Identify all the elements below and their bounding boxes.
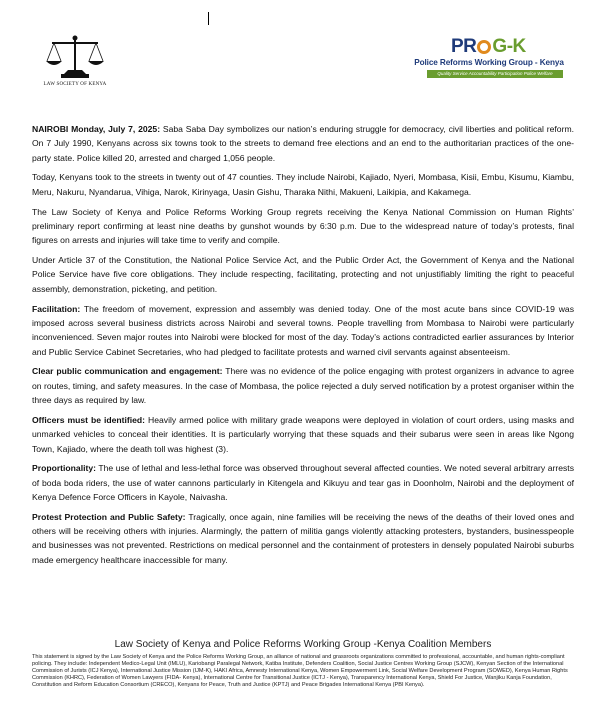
text-cursor <box>208 12 209 25</box>
paragraph <box>32 413 574 456</box>
paragraph-text: Under Article 37 of the Constitution, the National Police Service Act, and the Public Order Act, the Government of Kenya and the National Police Service have five core obligations. They include respecting, facilitating, protecting and not unjustifiably limiting the right to peaceful assembly, demonstration, picketing, and petition. <box>32 255 574 294</box>
paragraph <box>32 170 574 199</box>
paragraph-text: Today, Kenyans took to the streets in twenty out of 47 counties. They include Nairobi, Kajiado, Nyeri, Mombasa, Kisii, Embu, Kisumu, Kiambu, Meru, Nakuru, Nyandarua, Vihiga, Narok, Kirinyaga, Uasin Gishu, Tharaka Nithi, Makueni, Laikipia, and Kakamega. <box>32 172 574 197</box>
paragraph-text: Tragically, once again, nine families will be receiving the news of the deaths of their loved ones and others will be receiving others with injuries. Alarmingly, the pattern of militia gangs violently attacking protesters, bystanders, businesspeople and businesses was not prevented. Restrictions on medical personnel and the containment of protesters in densely populated Nairobi suburbs made emergency healthcare inaccessible for many. <box>32 511 574 565</box>
paragraph-text: Saba Saba Day symbolizes our nation’s enduring struggle for democracy, civil liberties and political reform. On 7 July 1990, Kenyans across six towns took to the streets to demand free elections and an end to the authoritarian practices of the one-party state. Police killed 20, arrested and charged 1,056 people. <box>32 124 574 163</box>
paragraph-lead: Proportionality: <box>32 463 96 474</box>
police-reforms-working-group-logo <box>413 37 565 81</box>
paragraph-text: There was no evidence of the police engaging with protest organizers in advance to agree on routes, timing, and safety measures. In the case of Mombasa, the police rejected a duly served notification by a protest organiser within the three days as required by law. <box>32 366 574 406</box>
paragraph-lead: Officers must be identified: <box>32 414 146 425</box>
statement-body <box>32 122 574 573</box>
lsk-caption: LAW SOCIETY OF KENYA <box>43 82 107 87</box>
footer-title: Law Society of Kenya and Police Reforms Working Group -Kenya Coalition Members <box>114 639 492 650</box>
paragraph-text: The use of lethal and less-lethal force was observed throughout several affected counties. We noted several arbitrary arrests of boda boda riders, the use of water cannons particularly in Kitengela and Kikuyu and tear gas in Doonholm, Nairobi and the deployment of Kenya Defence Force Officers in Kayole, Naivasha. <box>32 463 574 502</box>
scales-of-justice-icon <box>44 34 106 80</box>
paragraph-lead: Protest Protection and Public Safety: <box>32 511 186 522</box>
prwg-mark-pr: PR <box>451 36 477 57</box>
paragraph <box>32 461 574 504</box>
paragraph-text: Heavily armed police with military grade weapons were deployed in violation of court orders, using masks and unmarked vehicles to conceal their identities. It is particularly worrying that these squads and their subarus were seen in areas like Ngong Town, Kajiado, where the death toll was highest (3). <box>32 414 574 454</box>
paragraph <box>32 302 574 359</box>
paragraph-lead: NAIROBI Monday, July 7, 2025: <box>32 124 161 134</box>
prwg-wordmark <box>451 37 526 57</box>
prwg-circle-icon <box>477 40 491 54</box>
prwg-mark-g: G <box>492 36 507 57</box>
paragraph <box>32 205 574 248</box>
footer-note: This statement is signed by the Law Society of Kenya and the Police Reforms Working Group, an alliance of national and grassroots organizations committed to professional, accountable, and human rights-compliant policing. They include: Independent Medico-Legal Unit (IMLU), Kariobangi Paralegal Network, Katiba Institute, Defenders Coalition, Social Justice Centres Working Group (SJCW), Kenyan Section of the International Commission of Jurists (ICJ Kenya), International Justice Mission (IJM-K), HAKI Africa, Amnesty International Kenya, Women Empowerment Link, Social Welfare Development Program (SOWED), Kenya Human Rights Commission (KHRC), Federation of Women Lawyers (FIDA- Kenya), International Centre for Transitional Justice (ICTJ - Kenya), Transparency International Kenya, Shield For Justice, Wanjiku Kanja Foundation, Constitution and Reform Education Consortium (CRECO), Kenyans for Peace, Truth and Justice (KPTJ) and Peace Brigades International Kenya (PBI Kenya). <box>32 654 568 689</box>
paragraph-lead: Facilitation: <box>32 303 81 314</box>
paragraph-text: The freedom of movement, expression and assembly was denied today. One of the most acute bans since COVID-19 was imposed across several business districts across Nairobi and several towns. People travelling from Mombasa to Nairobi were particularly inconvenienced. Seven major routes into Nairobi were blocked for most of the day. Today’s actions contradicted earlier assurances by Interior and Public Service Cabinet Secretaries, who had pledged to facilitate protests and warned civil servants against absenteeism. <box>32 303 574 357</box>
law-society-of-kenya-logo <box>40 34 110 94</box>
paragraph-text: The Law Society of Kenya and Police Reforms Working Group regrets receiving the Kenya National Commission on Human Rights’ preliminary report confirming at least nine deaths by gunshot wounds by 6:30 p.m. Due to the widespread nature of today’s protests, final figures on arrests and injuries will take time to verify and compile. <box>32 206 574 246</box>
paragraph <box>32 122 574 165</box>
paragraph-lead: Clear public communication and engagement: <box>32 366 223 377</box>
paragraph <box>32 510 574 567</box>
paragraph <box>32 253 574 296</box>
prwg-mark-k: -K <box>506 36 526 57</box>
paragraph <box>32 364 574 407</box>
prwg-name: Police Reforms Working Group - Kenya <box>414 58 564 67</box>
prwg-tagline: Quality Service Accountability Participation Police Welfare <box>427 70 563 78</box>
